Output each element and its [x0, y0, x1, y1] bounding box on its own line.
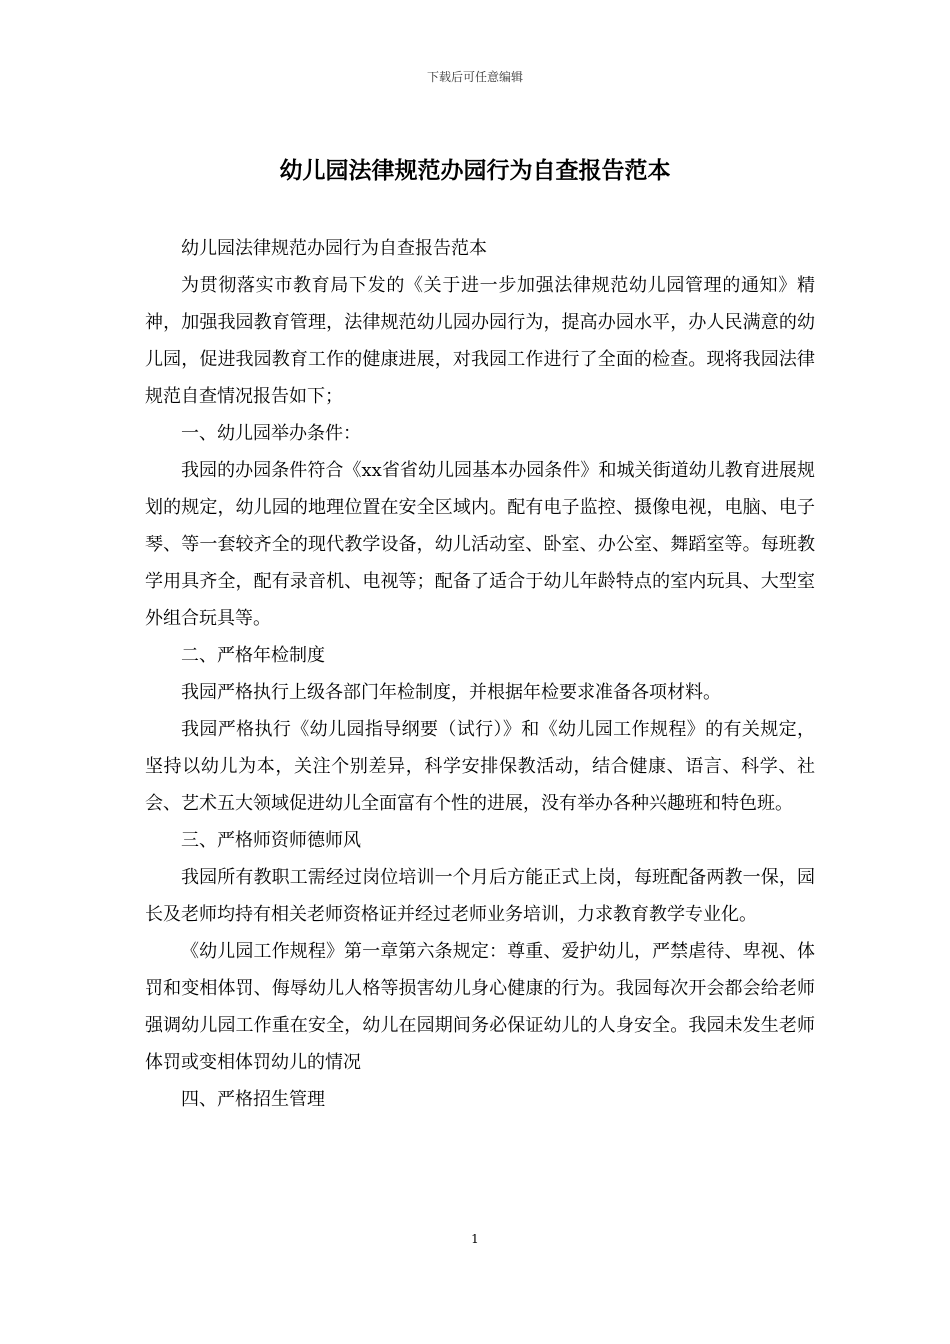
- section-heading-3: 三、严格师资师德师风: [181, 830, 361, 851]
- paragraph: 《幼儿园工作规程》第一章第六条规定：尊重、爱护幼儿，严禁虐待、卑视、体罚和变相体罚、侮辱幼儿人格等损害幼儿身心健康的行为。我园每次开会都会给老师强调幼儿园工作重在安全，幼儿在园期间务必保证幼儿的人身安全。我园未发生老师体罚或变相体罚幼儿的情况: [145, 941, 815, 1073]
- paragraph: 我园的办园条件符合《xx省省幼儿园基本办园条件》和城关街道幼儿教育进展规划的规定，幼儿园的地理位置在安全区域内。配有电子监控、摄像电视，电脑、电子琴、等一套较齐全的现代教学设备，幼儿活动室、卧室、办公室、舞蹈室等。每班教学用具齐全，配有录音机、电视等；配备了适合于幼儿年龄特点的室内玩具、大型室外组合玩具等。: [145, 460, 815, 629]
- section-heading-2: 二、严格年检制度: [181, 645, 325, 666]
- section-heading-1: 一、幼儿园举办条件：: [181, 423, 361, 444]
- paragraph: 我园所有教职工需经过岗位培训一个月后方能正式上岗，每班配备两教一保，园长及老师均持有相关老师资格证并经过老师业务培训，力求教育教学专业化。: [145, 867, 815, 925]
- paragraph: 我园严格执行上级各部门年检制度，并根据年检要求准备各项材料。: [181, 682, 721, 703]
- paragraph-subtitle: 幼儿园法律规范办园行为自查报告范本: [181, 238, 487, 259]
- section-heading-4: 四、严格招生管理: [181, 1089, 325, 1110]
- document-body: [145, 230, 815, 1118]
- paragraph: 我园严格执行《幼儿园指导纲要（试行）》和《幼儿园工作规程》的有关规定，坚持以幼儿为本，关注个别差异，科学安排保教活动，结合健康、语言、科学、社会、艺术五大领域促进幼儿全面富有个性的进展，没有举办各种兴趣班和特色班。: [145, 719, 815, 814]
- document-title: 幼儿园法律规范办园行为自查报告范本: [279, 158, 671, 184]
- header-note: 下载后可任意编辑: [426, 70, 523, 84]
- page-number: 1: [471, 1232, 479, 1246]
- paragraph-intro: 为贯彻落实市教育局下发的《关于进一步加强法律规范幼儿园管理的通知》精神，加强我园教育管理，法律规范幼儿园办园行为，提高办园水平，办人民满意的幼儿园，促进我园教育工作的健康进展，对我园工作进行了全面的检查。现将我园法律规范自查情况报告如下；: [145, 275, 815, 407]
